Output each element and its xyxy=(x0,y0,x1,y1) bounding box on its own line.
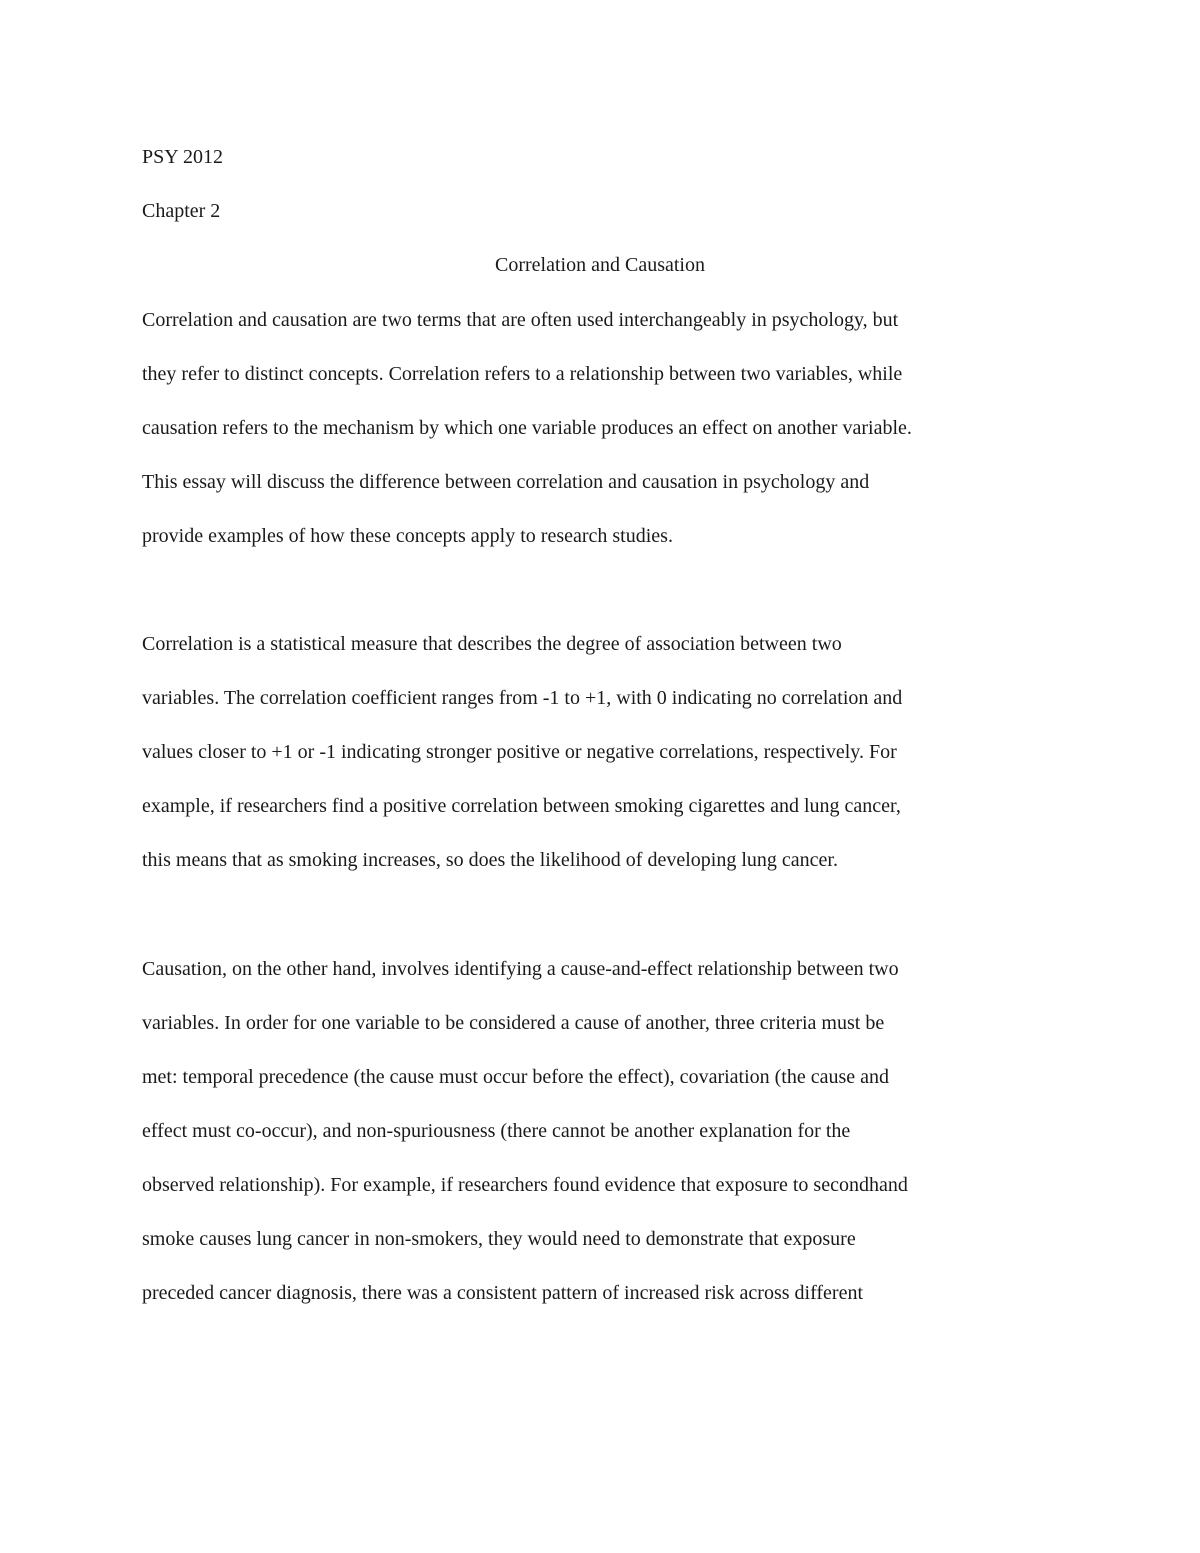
paragraph-2-line: Correlation is a statistical measure that describes the degree of association between two xyxy=(142,633,842,655)
paragraph-3-line: met: temporal precedence (the cause must occur before the effect), covariation (the cause and xyxy=(142,1066,890,1088)
paragraph-2-line: example, if researchers find a positive correlation between smoking cigarettes and lung cancer, xyxy=(142,795,901,817)
paragraph-3-line: smoke causes lung cancer in non-smokers, they would need to demonstrate that exposure xyxy=(142,1228,856,1250)
paragraph-3-line: variables. In order for one variable to be considered a cause of another, three criteria must be xyxy=(142,1012,885,1034)
paragraph-3-line: preceded cancer diagnosis, there was a consistent pattern of increased risk across different xyxy=(142,1282,863,1304)
paragraph-1-line: causation refers to the mechanism by which one variable produces an effect on another variable. xyxy=(142,417,912,439)
paragraph-1-line: provide examples of how these concepts apply to research studies. xyxy=(142,525,673,547)
paragraph-3-line: Causation, on the other hand, involves identifying a cause-and-effect relationship between two xyxy=(142,958,899,980)
paragraph-2-line: variables. The correlation coefficient ranges from -1 to +1, with 0 indicating no correlation and xyxy=(142,687,903,709)
paragraph-2-line: this means that as smoking increases, so does the likelihood of developing lung cancer. xyxy=(142,849,838,871)
paragraph-2-line: values closer to +1 or -1 indicating stronger positive or negative correlations, respectively. For xyxy=(142,741,897,763)
chapter-label: Chapter 2 xyxy=(142,200,221,222)
paragraph-3-line: observed relationship). For example, if researchers found evidence that exposure to secondhand xyxy=(142,1174,908,1196)
paragraph-1-line: Correlation and causation are two terms that are often used interchangeably in psychology, but xyxy=(142,309,899,331)
paragraph-1-line: they refer to distinct concepts. Correlation refers to a relationship between two variables, while xyxy=(142,363,903,385)
document-title: Correlation and Causation xyxy=(495,254,705,276)
paragraph-3-line: effect must co-occur), and non-spuriousness (there cannot be another explanation for the xyxy=(142,1120,851,1142)
course-code: PSY 2012 xyxy=(142,146,223,168)
paragraph-1-line: This essay will discuss the difference between correlation and causation in psychology and xyxy=(142,471,870,493)
